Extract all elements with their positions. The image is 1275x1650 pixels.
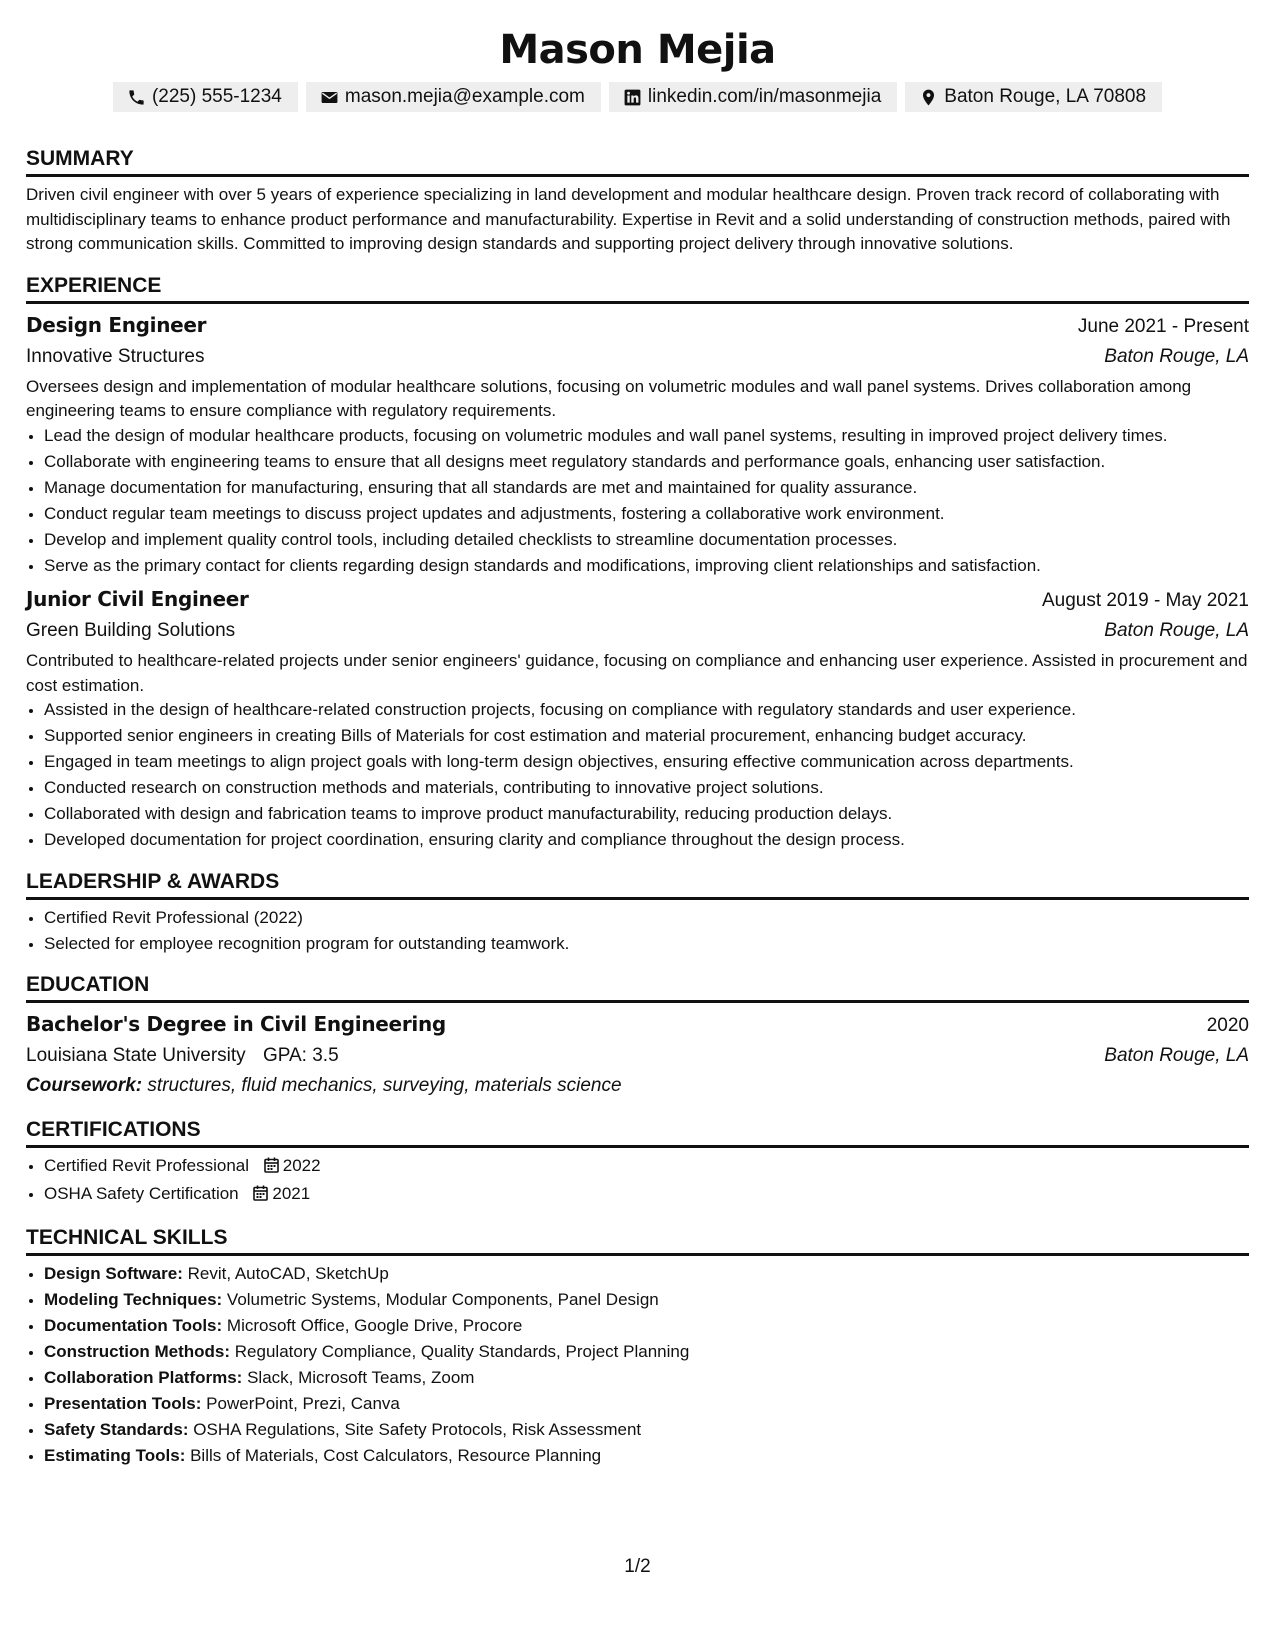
contact-location — [905, 82, 1162, 112]
leadership-section — [26, 869, 1249, 957]
contact-linkedin[interactable] — [609, 82, 897, 112]
job-location: Baton Rouge, LA — [1104, 620, 1249, 641]
graduation-year: 2020 — [1206, 1015, 1249, 1036]
skill-value: Revit, AutoCAD, SketchUp — [187, 1263, 389, 1283]
list-item: • Assisted in the design of healthcare-related construction projects, focusing on compliance with regulatory standards and user experience. — [44, 698, 1249, 723]
education-heading: EDUCATION — [26, 972, 1249, 1003]
skill-label: Estimating Tools: — [44, 1445, 186, 1465]
map-marker-icon — [919, 88, 938, 107]
job-entry — [26, 310, 1249, 579]
job-title: Design Engineer — [26, 312, 207, 337]
candidate-name: Mason Mejia — [499, 27, 776, 73]
job-bullets — [26, 424, 1249, 579]
skill-label: Modeling Techniques: — [44, 1289, 223, 1309]
degree-title: Bachelor's Degree in Civil Engineering — [26, 1012, 446, 1036]
list-item: • Develop and implement quality control tools, including detailed checklists to streamline documentation processes. — [44, 528, 1249, 553]
skill-label: Safety Standards: — [44, 1419, 189, 1439]
skills-section — [26, 1225, 1249, 1469]
job-dates: June 2021 - Present — [1077, 315, 1249, 337]
summary-section — [26, 146, 1249, 257]
contact-email-text: mason.mejia@example.com — [344, 86, 585, 107]
job-company: Green Building Solutions — [26, 620, 236, 641]
job-description: Oversees design and implementation of modular healthcare solutions, focusing on volumetric modules and wall panel systems. Drives collaboration among engineering teams to ensure compliance with regulatory requirements. — [26, 376, 1192, 420]
list-item: • Developed documentation for project coordination, ensuring clarity and compliance throughout the design process. — [44, 828, 1249, 853]
calendar-icon — [264, 1156, 279, 1181]
job-description: Contributed to healthcare-related projects under senior engineers' guidance, focusing on compliance and enhancing user experience. Assisted in procurement and cost estimation. — [26, 651, 1248, 695]
contact-location-text: Baton Rouge, LA 70808 — [944, 86, 1147, 107]
skills-heading: TECHNICAL SKILLS — [26, 1225, 1249, 1256]
skill-value: Regulatory Compliance, Quality Standards, Project Planning — [234, 1341, 690, 1361]
list-item: • Lead the design of modular healthcare products, focusing on volumetric modules and wall panel systems, resulting in improved project delivery times. — [44, 424, 1249, 449]
list-item: • Collaborated with design and fabrication teams to improve product manufacturability, reducing production delays. — [44, 802, 1249, 827]
list-item: • Collaborate with engineering teams to ensure that all designs meet regulatory standards and performance goals, enhancing user satisfaction. — [44, 450, 1249, 475]
coursework-label: Coursework: — [26, 1075, 143, 1096]
list-item: • Certified Revit Professional (2022) — [44, 906, 1249, 931]
certifications-section — [26, 1117, 1249, 1209]
skill-value: OSHA Regulations, Site Safety Protocols, Risk Assessment — [193, 1419, 642, 1439]
certification-name: OSHA Safety Certification — [44, 1184, 239, 1203]
job-entry — [26, 584, 1249, 853]
skill-label: Construction Methods: — [44, 1341, 231, 1361]
skill-value: Bills of Materials, Cost Calculators, Resource Planning — [190, 1445, 602, 1465]
contact-phone[interactable] — [113, 82, 298, 112]
phone-icon — [127, 88, 146, 107]
calendar-icon — [253, 1184, 268, 1209]
skill-label: Presentation Tools: — [44, 1393, 202, 1413]
skill-label: Design Software: — [44, 1263, 183, 1283]
gpa: GPA: 3.5 — [262, 1045, 339, 1066]
contact-email[interactable] — [306, 82, 601, 112]
summary-heading: SUMMARY — [26, 146, 1249, 177]
list-item: • Engaged in team meetings to align project goals with long-term design objectives, ensuring effective communication across departments. — [44, 750, 1249, 775]
experience-heading: EXPERIENCE — [26, 273, 1249, 304]
skill-value: Microsoft Office, Google Drive, Procore — [226, 1315, 523, 1335]
list-item: • Manage documentation for manufacturing, ensuring that all standards are met and maintained for quality assurance. — [44, 476, 1249, 501]
coursework-list: structures, fluid mechanics, surveying, materials science — [147, 1075, 622, 1096]
skills-list — [26, 1262, 1249, 1469]
contact-phone-text: (225) 555-1234 — [151, 86, 282, 107]
page-number: 1/2 — [624, 1556, 651, 1577]
list-item: • Serve as the primary contact for clients regarding design standards and modifications, improving client relationships and satisfaction. — [44, 554, 1249, 579]
certification-name: Certified Revit Professional — [44, 1156, 250, 1175]
certification-year: 2021 — [272, 1184, 311, 1203]
list-item — [44, 1340, 1249, 1365]
school-name: Louisiana State University — [26, 1045, 246, 1066]
skill-value: Slack, Microsoft Teams, Zoom — [247, 1367, 475, 1387]
job-company: Innovative Structures — [26, 345, 205, 367]
list-item — [44, 1314, 1249, 1339]
job-bullets — [26, 698, 1249, 853]
skill-value: PowerPoint, Prezi, Canva — [206, 1393, 400, 1413]
list-item — [44, 1418, 1249, 1443]
certification-year: 2022 — [282, 1156, 321, 1175]
skill-label: Collaboration Platforms: — [44, 1367, 243, 1387]
job-location: Baton Rouge, LA — [1104, 345, 1249, 367]
list-item — [44, 1262, 1249, 1287]
leadership-heading: LEADERSHIP & AWARDS — [26, 869, 1249, 900]
school-location: Baton Rouge, LA — [1104, 1045, 1249, 1066]
education-section — [26, 972, 1249, 1101]
certifications-list — [26, 1154, 1249, 1209]
coursework — [26, 1071, 1249, 1101]
skill-value: Volumetric Systems, Modular Components, Panel Design — [226, 1289, 659, 1309]
job-title: Junior Civil Engineer — [26, 587, 249, 611]
linkedin-icon — [623, 88, 642, 107]
list-item — [44, 1154, 1249, 1181]
resume-page — [26, 0, 1249, 1470]
experience-section — [26, 273, 1249, 853]
list-item: • Supported senior engineers in creating Bills of Materials for cost estimation and material procurement, enhancing budget accuracy. — [44, 724, 1249, 749]
envelope-icon — [320, 88, 339, 107]
job-dates: August 2019 - May 2021 — [1041, 590, 1249, 611]
list-item — [44, 1366, 1249, 1391]
leadership-list — [26, 906, 1249, 957]
contact-bar — [26, 82, 1249, 112]
summary-text: Driven civil engineer with over 5 years of experience specializing in land development and modular healthcare design. Proven track record of collaborating with multidisciplinary teams to enhance product performance and manufacturability. Expertise in Revit and a solid understanding of construction methods, paired with strong communication skills. Committed to improving design standards and supporting project delivery through innovative solutions. — [26, 185, 1231, 253]
list-item: • Selected for employee recognition program for outstanding teamwork. — [44, 932, 1249, 957]
list-item — [44, 1392, 1249, 1417]
certifications-heading: CERTIFICATIONS — [26, 1117, 1249, 1148]
list-item — [44, 1182, 1249, 1209]
skill-label: Documentation Tools: — [44, 1315, 223, 1335]
list-item — [44, 1288, 1249, 1313]
contact-linkedin-text: linkedin.com/in/masonmejia — [647, 86, 882, 107]
list-item: • Conduct regular team meetings to discuss project updates and adjustments, fostering a collaborative work environment. — [44, 502, 1249, 527]
list-item — [44, 1444, 1249, 1469]
list-item: • Conducted research on construction methods and materials, contributing to innovative project solutions. — [44, 776, 1249, 801]
